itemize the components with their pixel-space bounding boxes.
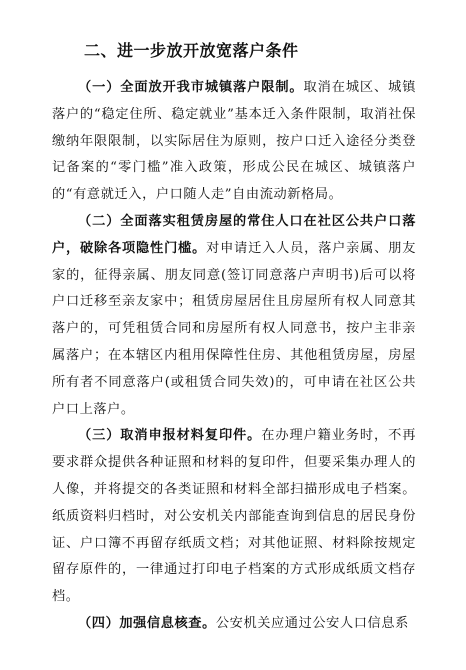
- paragraph-3-lead: （三）取消申报材料复印件。: [78, 428, 262, 444]
- paragraph-1: [52, 75, 416, 209]
- paragraph-4: [52, 611, 416, 638]
- section-heading: 二、进一步放开放宽落户条件: [84, 41, 299, 60]
- paragraph-1-body: 取消在城区、城镇落户的“稳定住所、稳定就业”基本迁入条件限制，取消社保缴纳年限限制，以实际居住为原则，按户口迁入途径分类登记备案的“零门槛”准入政策，形成公民在城区、城镇落户的“有意就迁入，户口随人走”自由流动新格局。: [52, 80, 416, 203]
- paragraph-4-lead: （四）加强信息核查。: [78, 615, 216, 631]
- paragraph-3-body: 在办理户籍业务时，不再要求群众提供各种证照和材料的复印件，但要采集办理人的人像，并将提交的各类证照和材料全部扫描形成电子档案。纸质资料归档时，对公安机关内部能查询到信息的居民身份证、户口簿不再留存纸质文档；对其他证照、材料除按规定留存原件的，一律通过打印电子档案的方式形成纸质文档存档。: [52, 428, 416, 605]
- paragraph-2-body: 对申请迁入人员，落户亲属、朋友家的，征得亲属、朋友同意(签订同意落户声明书)后可以将户口迁移至亲友家中；租赁房屋居住且房屋所有权人同意其落户的，可凭租赁合同和房屋所有权人同意书，按户主非亲属落户；在本辖区内租用保障性住房、其他租赁房屋，房屋所有者不同意落户(或租赁合同失效)的，可申请在社区公共户口上落户。: [52, 240, 416, 417]
- paragraph-4-body: 公安机关应通过公安人口信息系: [215, 615, 409, 631]
- paragraph-1-lead: （一）全面放开我市城镇落户限制。: [78, 80, 304, 95]
- paragraph-2-lead: （二）全面落实租赁房屋的常住人口在社区公共户口落户，破除各项隐性门槛。: [52, 213, 416, 256]
- paragraph-2: [52, 209, 416, 423]
- paragraph-3: [52, 423, 416, 611]
